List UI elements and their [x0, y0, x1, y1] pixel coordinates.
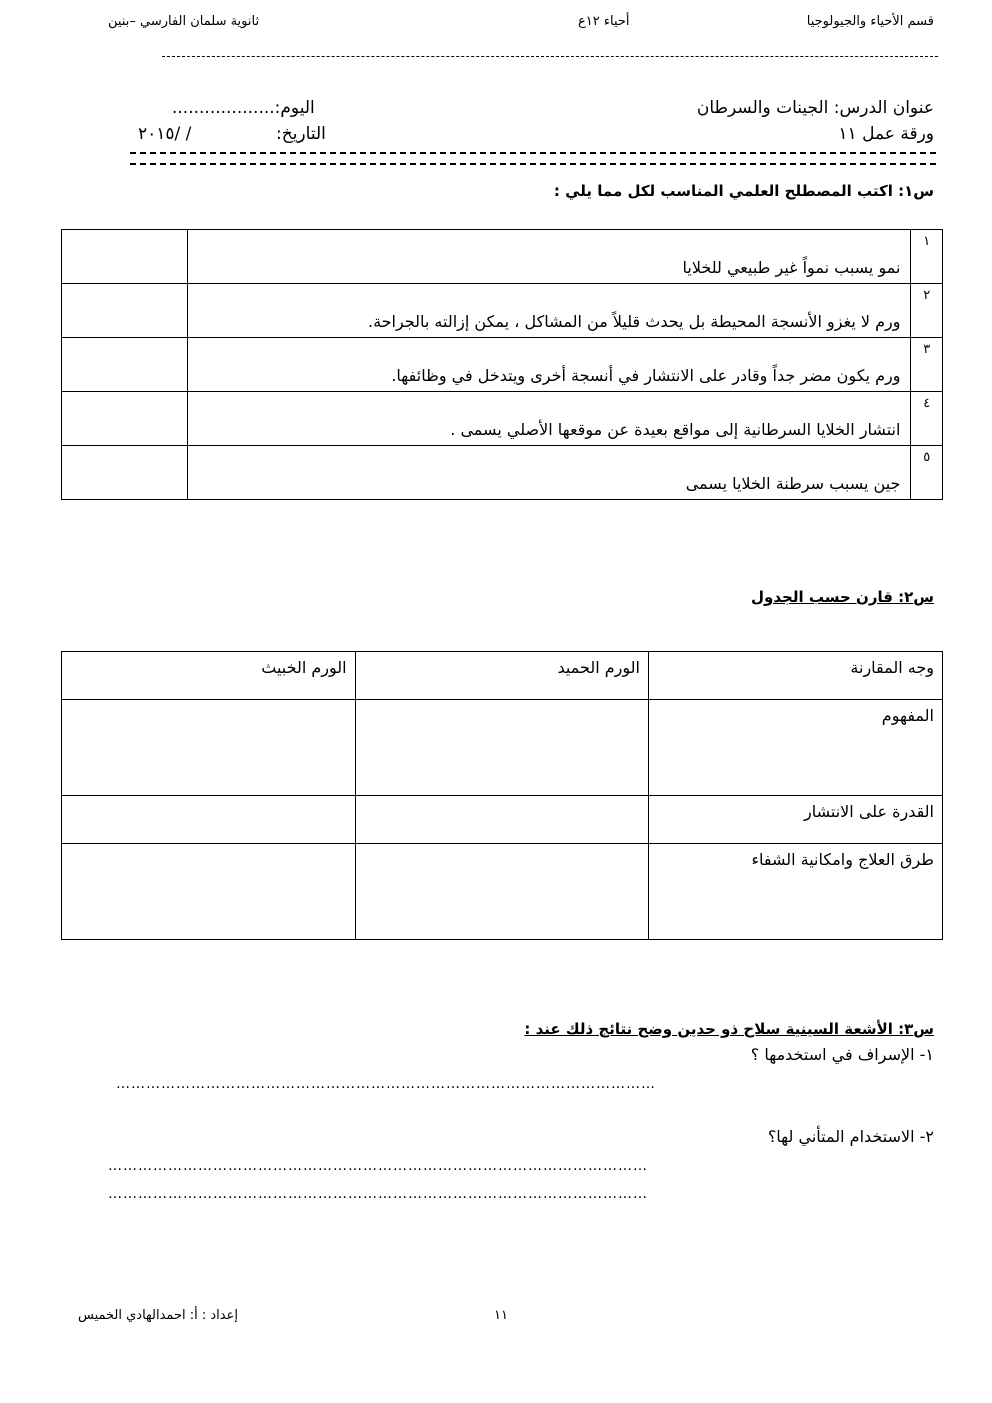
date-field[interactable]: / /٢٠١٥	[138, 124, 192, 144]
table-row	[62, 700, 943, 796]
prepared-by: إعداد : أ: احمدالهادي الخميس	[78, 1308, 238, 1323]
column-header: الورم الحميد	[355, 652, 648, 700]
q3-item-2: ٢- الاستخدام المتأني لها؟	[767, 1127, 934, 1146]
page-number: ١١	[494, 1308, 508, 1323]
table-row	[62, 338, 943, 392]
day-field[interactable]: اليوم:...................	[172, 98, 315, 118]
row-number: ٣	[911, 338, 943, 392]
answer-cell[interactable]	[62, 392, 188, 446]
row-statement: ورم يكون مضر جداً وقادر على الانتشار في أنسجة أخرى ويتدخل في وظائفها.	[187, 338, 911, 392]
table-row	[62, 844, 943, 940]
answer-cell[interactable]	[62, 796, 356, 844]
q3-item-1: ١- الإسراف في استخدمها ؟	[750, 1045, 934, 1064]
q1-title: س١: اكتب المصطلح العلمي المناسب لكل مما يلي :	[553, 182, 934, 200]
date-label: التاريخ:	[276, 124, 326, 144]
answer-cell[interactable]	[62, 338, 188, 392]
table-row	[62, 284, 943, 338]
row-statement: نمو يسبب نمواً غير طبيعي للخلايا	[187, 230, 911, 284]
row-statement: ورم لا يغزو الأنسجة المحيطة بل يحدث قليلاً من المشاكل ، يمكن إزالته بالجراحة.	[187, 284, 911, 338]
answer-cell[interactable]	[355, 844, 648, 940]
answer-line[interactable]: ………………………………………………………………………………………………	[108, 1186, 648, 1202]
column-header: وجه المقارنة	[648, 652, 942, 700]
answer-cell[interactable]	[355, 796, 648, 844]
answer-cell[interactable]	[62, 446, 188, 500]
row-number: ٥	[911, 446, 943, 500]
worksheet-number: ورقة عمل ١١	[838, 124, 934, 144]
answer-cell[interactable]	[62, 844, 356, 940]
answer-cell[interactable]	[62, 284, 188, 338]
q3-title: س٣: الأشعة السينية سلاح ذو حدين وضح نتائج ذلك عند :	[524, 1020, 934, 1038]
course-label: أحياء ١٢ع	[578, 14, 630, 29]
lesson-title: عنوان الدرس: الجينات والسرطان	[696, 98, 934, 118]
row-number: ١	[911, 230, 943, 284]
department-label: قسم الأحياء والجيولوجيا	[806, 14, 934, 29]
table-row	[62, 392, 943, 446]
row-header: طرق العلاج وامكانية الشفاء	[648, 844, 942, 940]
answer-line[interactable]: ………………………………………………………………………………………………	[116, 1076, 656, 1092]
row-number: ٢	[911, 284, 943, 338]
row-statement: انتشار الخلايا السرطانية إلى مواقع بعيدة عن موقعها الأصلي يسمى .	[187, 392, 911, 446]
header-divider	[162, 56, 938, 57]
q1-table	[61, 229, 943, 500]
table-row	[62, 446, 943, 500]
school-name: ثانوية سلمان الفارسي –بنين	[108, 14, 260, 29]
double-divider	[130, 152, 936, 165]
q2-title: س٢: قارن حسب الجدول	[751, 588, 934, 606]
row-statement: جين يسبب سرطنة الخلايا يسمى	[187, 446, 911, 500]
table-header-row	[62, 652, 943, 700]
answer-cell[interactable]	[62, 700, 356, 796]
row-header: القدرة على الانتشار	[648, 796, 942, 844]
answer-cell[interactable]	[62, 230, 188, 284]
row-header: المفهوم	[648, 700, 942, 796]
q2-comparison-table	[61, 651, 943, 940]
table-row	[62, 796, 943, 844]
table-row	[62, 230, 943, 284]
row-number: ٤	[911, 392, 943, 446]
column-header: الورم الخبيث	[62, 652, 356, 700]
answer-line[interactable]: ………………………………………………………………………………………………	[108, 1158, 648, 1174]
answer-cell[interactable]	[355, 700, 648, 796]
